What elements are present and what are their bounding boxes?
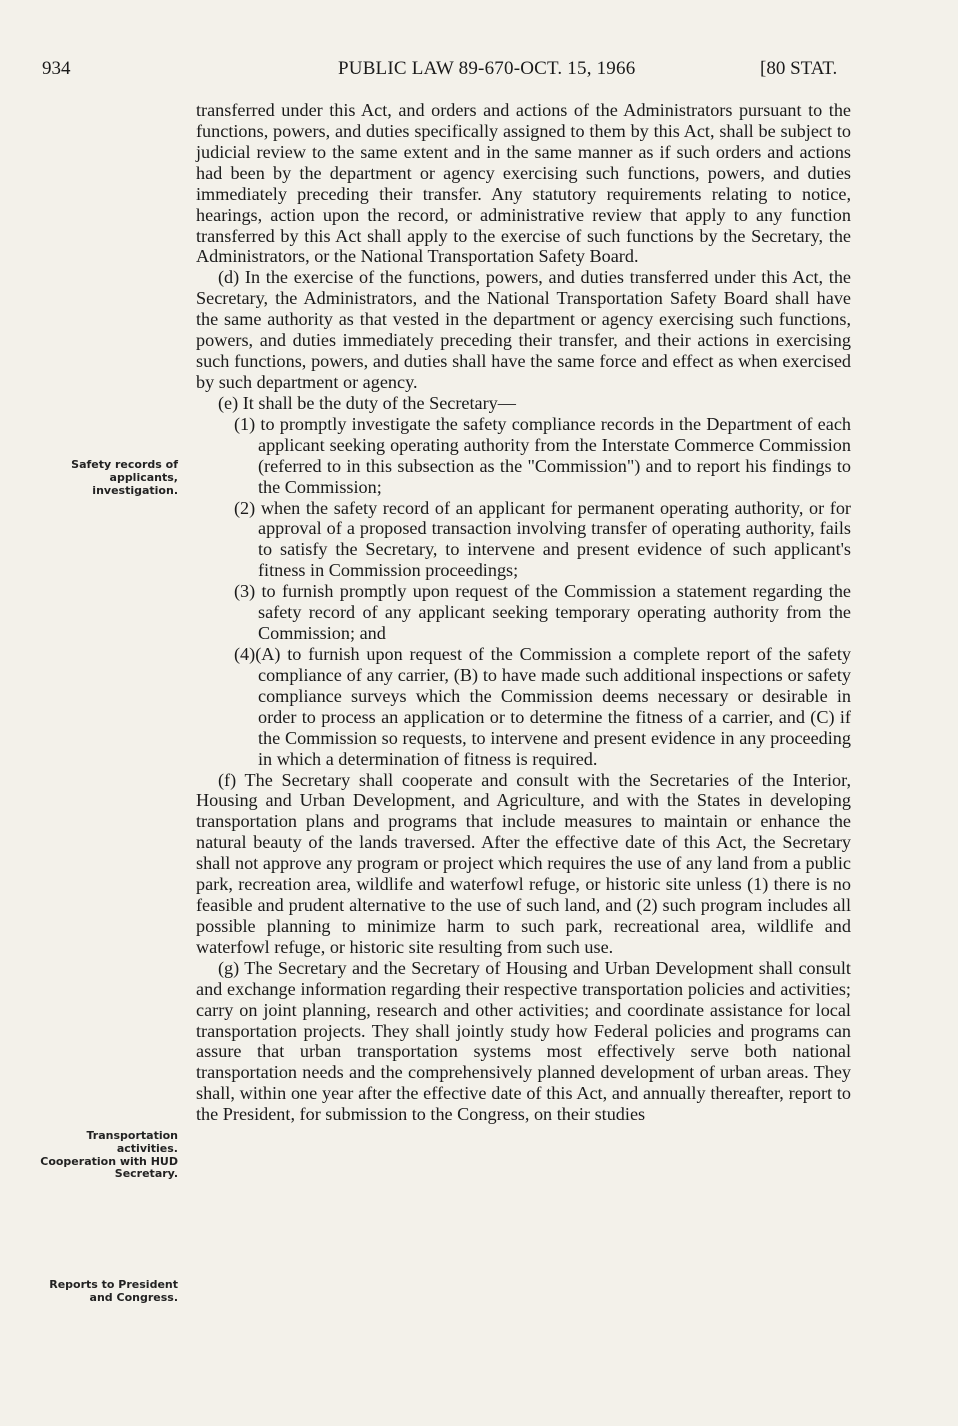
paragraph-e: (e) It shall be the duty of the Secretary— bbox=[218, 392, 516, 413]
clause-e-4: (4)(A) to furnish upon request of the Commission a complete report of the safety compliance of any carrier, (B) to have made such additional inspections or safety compliance surveys which the Commission deems necessary or desirable in order to process an application or to determine the fitness of a carrier, and (C) if the Commission so requests, to intervene and present evidence in any proceeding in which a determination of fitness is required. bbox=[234, 643, 851, 769]
page-header bbox=[42, 58, 862, 84]
paragraph-g: (g) The Secretary and the Secretary of Housing and Urban Development shall consult and exchange information regarding their respective transportation policies and activities; carry on joint planning, research and other activities; and coordinate assistance for local transportation projects. They shall jointly study how Federal policies and programs can assure that urban transportation systems most effectively serve both national transportation needs and the comprehensively planned development of urban areas. They shall, within one year after the effective date of this Act, and annually thereafter, report to the President, for submission to the Congress, on their studies bbox=[196, 957, 851, 1125]
running-title: PUBLIC LAW 89-670-OCT. 15, 1966 bbox=[338, 58, 636, 79]
paragraph-f: (f) The Secretary shall cooperate and consult with the Secretaries of the Interior, Housing and Urban Development, and Agriculture, and with the States in developing transportation plans and programs that include measures to maintain or enhance the natural beauty of the lands traversed. After the effective date of this Act, the Secretary shall not approve any program or project which requires the use of any land from a public park, recreation area, wildlife and waterfowl refuge, or historic site unless (1) there is no feasible and prudent alternative to the use of such land, and (2) such program includes all possible planning to minimize harm to such park, recreational area, wildlife and waterfowl refuge, or historic site resulting from such use. bbox=[196, 769, 851, 957]
clause-e-2: (2) when the safety record of an applicant for permanent operating authority, or for approval of a proposed transaction involving transfer of operating authority, fails to satisfy the Secretary, to intervene and present evidence of such applicant's fitness in Commission proceedings; bbox=[234, 497, 851, 581]
statute-body bbox=[196, 100, 851, 1125]
margin-note-reports: Reports to President and Congress. bbox=[49, 1278, 178, 1304]
clause-e-1: (1) to promptly investigate the safety compliance records in the Department of each applicant seeking operating authority from the Interstate Commerce Commission (referred to in this subsection as the "Commission") and to report his findings to the Commission; bbox=[234, 413, 851, 497]
statute-volume: [80 STAT. bbox=[760, 58, 838, 79]
margin-note-hud-cooperation: Transportation activities. Cooperation with HUD Secretary. bbox=[40, 1129, 178, 1181]
paragraph-continuation: transferred under this Act, and orders and actions of the Administrators pursuant to the functions, powers, and duties specifically assigned to them by this Act, shall be subject to judicial review to the same extent and in the same manner as if such orders and actions had been by the department or agency exercising such functions, powers, and duties immediately preceding their transfer. Any statutory requirements relating to notice, hearings, action upon the record, or administrative review that apply to any function transferred by this Act shall apply to the exercise of such functions by the Secretary, the Administrators, or the National Transportation Safety Board. bbox=[196, 100, 851, 267]
clause-e-3: (3) to furnish promptly upon request of the Commission a statement regarding the safety record of any applicant seeking temporary operating authority from the Commission; and bbox=[234, 581, 851, 644]
paragraph-d: (d) In the exercise of the functions, powers, and duties transferred under this Act, the Secretary, the Administrators, and the National Transportation Safety Board shall have the same authority as that vested in the department or agency exercising such functions, powers, and duties immediately preceding their transfer, and their actions in exercising such functions, powers, and duties shall have the same force and effect as when exercised by such department or agency. bbox=[196, 267, 851, 392]
page-number: 934 bbox=[42, 58, 71, 79]
margin-note-safety-records: Safety records of applicants, investigation. bbox=[71, 458, 178, 497]
